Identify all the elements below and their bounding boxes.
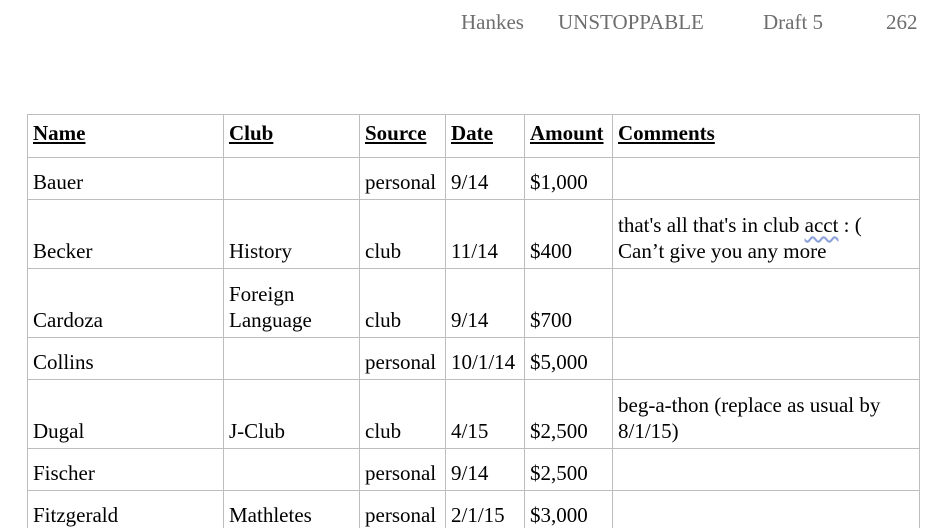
club-line: Foreign <box>229 282 295 306</box>
cell-date: 11/14 <box>446 200 525 269</box>
header-page-number: 262 <box>886 10 918 34</box>
cell-amount: $2,500 <box>525 380 613 449</box>
cell-source: personal <box>360 491 446 528</box>
comment-line: Can’t give you any more <box>618 239 827 263</box>
column-header-name: Name <box>28 115 224 158</box>
header-draft: Draft 5 <box>763 10 824 34</box>
cell-amount: $3,000 <box>525 491 613 528</box>
spellcheck-flagged-word[interactable]: acct <box>804 213 839 237</box>
cell-source: club <box>360 200 446 269</box>
cell-date: 9/14 <box>446 449 525 491</box>
cell-comments <box>613 200 920 269</box>
club-line: Language <box>229 308 312 332</box>
header-author: Hankes <box>461 10 524 34</box>
cell-name: Fischer <box>28 449 224 491</box>
comment-text: that's all that's in club <box>618 213 800 237</box>
cell-club: History <box>224 200 360 269</box>
cell-comments <box>613 158 920 200</box>
cell-source: personal <box>360 158 446 200</box>
table-row <box>28 338 920 380</box>
cell-amount: $2,500 <box>525 449 613 491</box>
cell-name: Cardoza <box>28 269 224 338</box>
cell-club <box>224 449 360 491</box>
table-row <box>28 158 920 200</box>
cell-club: Mathletes <box>224 491 360 528</box>
cell-club <box>224 269 360 338</box>
table-row <box>28 380 920 449</box>
comment-line: beg-a-thon (replace as usual by <box>618 393 881 417</box>
column-header-date: Date <box>446 115 525 158</box>
cell-club: J-Club <box>224 380 360 449</box>
cell-source: club <box>360 380 446 449</box>
column-header-amount: Amount <box>525 115 613 158</box>
cell-name: Dugal <box>28 380 224 449</box>
cell-amount: $400 <box>525 200 613 269</box>
cell-amount: $1,000 <box>525 158 613 200</box>
running-header <box>0 10 936 40</box>
table-header-row <box>28 115 920 158</box>
cell-comments <box>613 491 920 528</box>
comment-line: 8/1/15) <box>618 419 679 443</box>
cell-date: 9/14 <box>446 269 525 338</box>
cell-comments <box>613 449 920 491</box>
cell-comments <box>613 380 920 449</box>
cell-club <box>224 338 360 380</box>
cell-date: 4/15 <box>446 380 525 449</box>
cell-club <box>224 158 360 200</box>
cell-amount: $700 <box>525 269 613 338</box>
table-row <box>28 449 920 491</box>
column-header-club: Club <box>224 115 360 158</box>
cell-comments <box>613 338 920 380</box>
cell-date: 2/1/15 <box>446 491 525 528</box>
cell-source: personal <box>360 338 446 380</box>
table-row <box>28 269 920 338</box>
cell-date: 9/14 <box>446 158 525 200</box>
header-title: UNSTOPPABLE <box>558 10 704 34</box>
column-header-source: Source <box>360 115 446 158</box>
comment-line <box>618 212 914 238</box>
cell-name: Fitzgerald <box>28 491 224 528</box>
cell-amount: $5,000 <box>525 338 613 380</box>
cell-name: Collins <box>28 338 224 380</box>
table-row <box>28 491 920 528</box>
column-header-comments: Comments <box>613 115 920 158</box>
comment-emoticon: : ( <box>838 213 862 237</box>
cell-name: Bauer <box>28 158 224 200</box>
cell-date: 10/1/14 <box>446 338 525 380</box>
cell-source: personal <box>360 449 446 491</box>
donations-table <box>27 114 920 528</box>
cell-comments <box>613 269 920 338</box>
cell-name: Becker <box>28 200 224 269</box>
table-row <box>28 200 920 269</box>
cell-source: club <box>360 269 446 338</box>
